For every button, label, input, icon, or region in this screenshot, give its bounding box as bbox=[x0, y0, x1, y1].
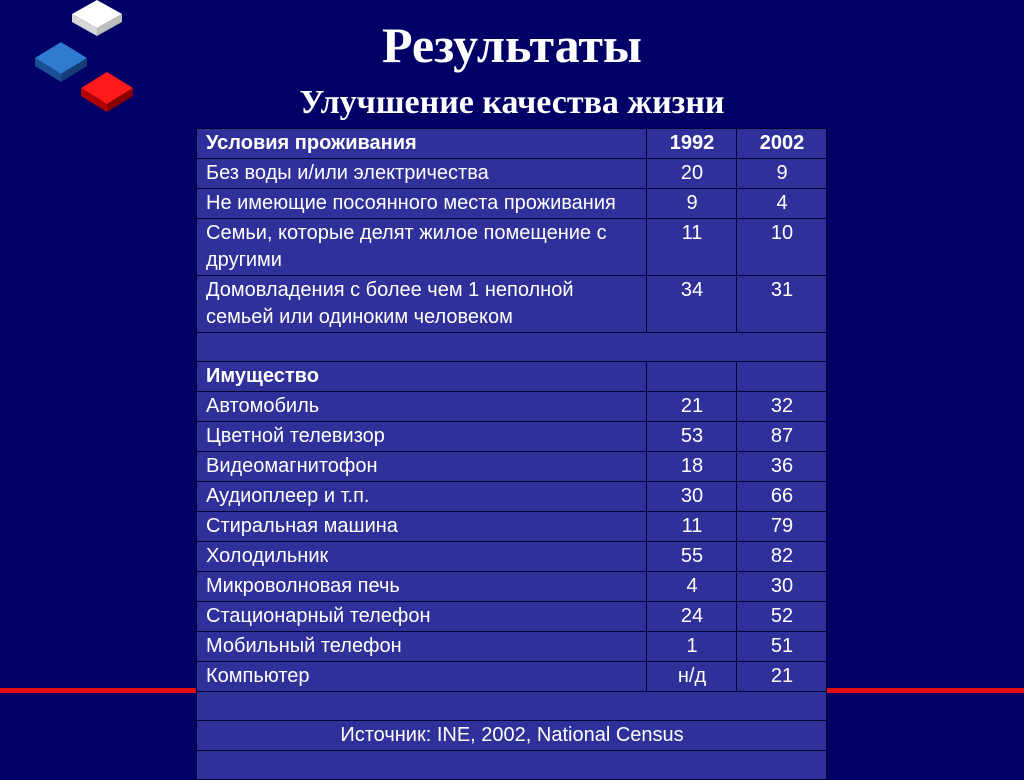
value-2002: 82 bbox=[737, 542, 827, 572]
table-row bbox=[197, 159, 827, 189]
header-property: Имущество bbox=[197, 362, 647, 392]
empty-row bbox=[197, 751, 827, 780]
value-1992: н/д bbox=[647, 662, 737, 692]
value-1992: 34 bbox=[647, 276, 737, 333]
empty-cell bbox=[647, 362, 737, 392]
header-year-2002: 2002 bbox=[737, 129, 827, 159]
header-year-1992: 1992 bbox=[647, 129, 737, 159]
value-1992: 21 bbox=[647, 392, 737, 422]
table-row bbox=[197, 422, 827, 452]
table-row bbox=[197, 219, 827, 276]
empty-row bbox=[197, 692, 827, 721]
row-label: Цветной телевизор bbox=[197, 422, 647, 452]
value-1992: 30 bbox=[647, 482, 737, 512]
table-row bbox=[197, 512, 827, 542]
value-1992: 20 bbox=[647, 159, 737, 189]
section-header-row bbox=[197, 362, 827, 392]
value-1992: 55 bbox=[647, 542, 737, 572]
slide-title: Результаты bbox=[382, 17, 642, 73]
value-2002: 4 bbox=[737, 189, 827, 219]
value-1992: 53 bbox=[647, 422, 737, 452]
value-1992: 1 bbox=[647, 632, 737, 662]
table-row bbox=[197, 452, 827, 482]
row-label: Видеомагнитофон bbox=[197, 452, 647, 482]
row-label: Мобильный телефон bbox=[197, 632, 647, 662]
row-label: Без воды и/или электричества bbox=[197, 159, 647, 189]
value-2002: 32 bbox=[737, 392, 827, 422]
value-2002: 9 bbox=[737, 159, 827, 189]
value-2002: 79 bbox=[737, 512, 827, 542]
decorative-red-line-left bbox=[0, 688, 196, 693]
row-label: Стиральная машина bbox=[197, 512, 647, 542]
row-label: Не имеющие посоянного места проживания bbox=[197, 189, 647, 219]
source-row bbox=[197, 721, 827, 751]
value-1992: 4 bbox=[647, 572, 737, 602]
value-2002: 87 bbox=[737, 422, 827, 452]
value-2002: 31 bbox=[737, 276, 827, 333]
row-label: Домовладения с более чем 1 неполной семьей или одиноким человеком bbox=[197, 276, 647, 333]
table-row bbox=[197, 276, 827, 333]
living-conditions-table bbox=[196, 128, 827, 780]
value-2002: 66 bbox=[737, 482, 827, 512]
value-1992: 9 bbox=[647, 189, 737, 219]
row-label: Микроволновая печь bbox=[197, 572, 647, 602]
table-row bbox=[197, 572, 827, 602]
value-2002: 21 bbox=[737, 662, 827, 692]
value-1992: 11 bbox=[647, 512, 737, 542]
row-label: Компьютер bbox=[197, 662, 647, 692]
table-row bbox=[197, 392, 827, 422]
empty-cell bbox=[737, 362, 827, 392]
empty-row bbox=[197, 333, 827, 362]
value-1992: 11 bbox=[647, 219, 737, 276]
row-label: Стационарный телефон bbox=[197, 602, 647, 632]
value-1992: 18 bbox=[647, 452, 737, 482]
table-row bbox=[197, 482, 827, 512]
value-2002: 10 bbox=[737, 219, 827, 276]
row-label: Холодильник bbox=[197, 542, 647, 572]
empty-cell bbox=[197, 692, 827, 721]
value-2002: 51 bbox=[737, 632, 827, 662]
value-2002: 36 bbox=[737, 452, 827, 482]
slide-subtitle: Улучшение качества жизни bbox=[299, 84, 725, 121]
row-label: Автомобиль bbox=[197, 392, 647, 422]
table-row bbox=[197, 189, 827, 219]
empty-cell bbox=[197, 333, 827, 362]
value-2002: 52 bbox=[737, 602, 827, 632]
table-row bbox=[197, 542, 827, 572]
table-row bbox=[197, 602, 827, 632]
source-note: Источник: INE, 2002, National Census bbox=[197, 721, 827, 751]
row-label: Аудиоплеер и т.п. bbox=[197, 482, 647, 512]
decorative-red-line-right bbox=[826, 688, 1024, 693]
table-header-row bbox=[197, 129, 827, 159]
empty-cell bbox=[197, 751, 827, 780]
table-row bbox=[197, 662, 827, 692]
row-label: Семьи, которые делят жилое помещение с другими bbox=[197, 219, 647, 276]
value-2002: 30 bbox=[737, 572, 827, 602]
header-living-conditions: Условия проживания bbox=[197, 129, 647, 159]
value-1992: 24 bbox=[647, 602, 737, 632]
table-row bbox=[197, 632, 827, 662]
